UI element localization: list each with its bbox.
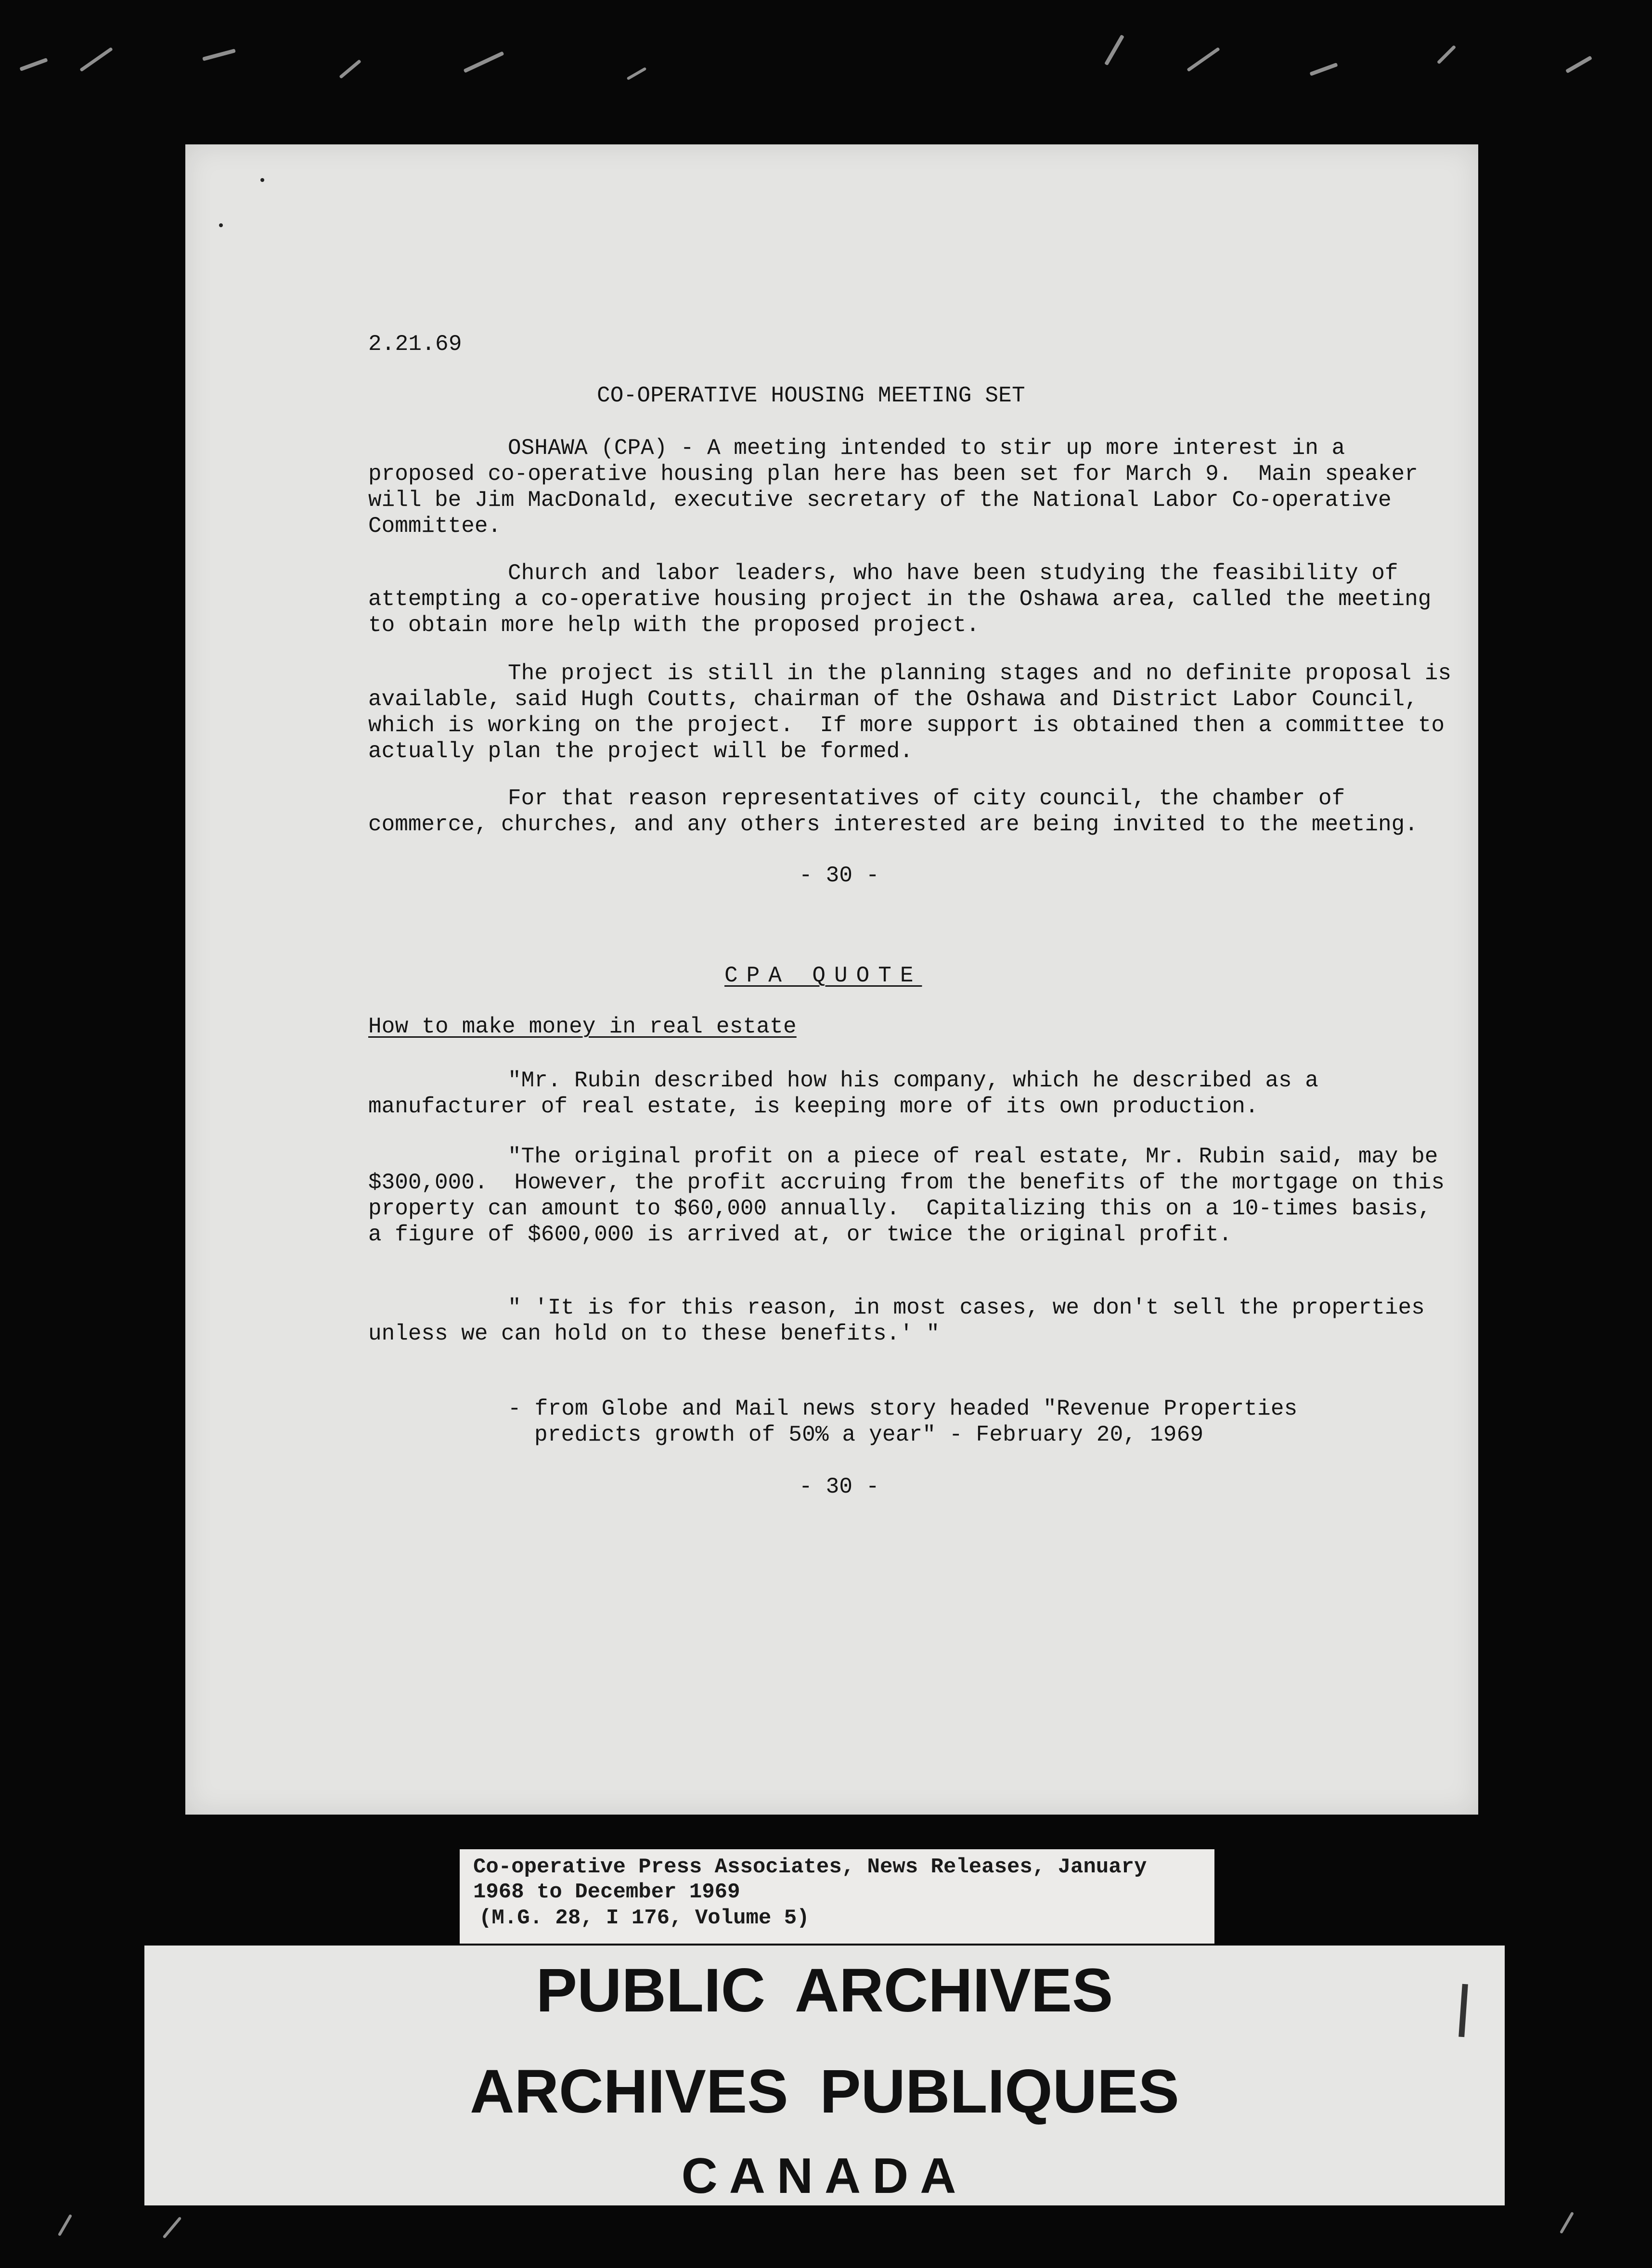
public-archives-banner (144, 1946, 1505, 2205)
story1-paragraph-4: For that reason representatives of city council, the chamber of commerce, churches, and any others interested are being invited to the meeting. (368, 786, 1418, 837)
story2-subtitle: How to make money in real estate (368, 1014, 797, 1039)
film-scratch (1187, 47, 1220, 72)
paper-speck (260, 178, 264, 182)
paper-speck (219, 223, 223, 227)
film-scratch (1560, 2212, 1574, 2234)
film-scratch (79, 47, 113, 72)
document-page (185, 144, 1478, 1815)
story2-source-line-2: predicts growth of 50% a year" - February 20, 1969 (534, 1422, 1204, 1447)
story2-paragraph-3: " 'It is for this reason, in most cases, we don't sell the properties unless we can hold on to these benefits.' " (368, 1295, 1438, 1346)
film-scratch (1437, 45, 1456, 64)
film-scratch (1104, 35, 1124, 66)
banner-line-country: CANADA (681, 2148, 968, 2204)
story2-source-line-1: - from Globe and Mail news story headed "Revenue Properties (508, 1396, 1298, 1421)
slip-line-2: 1968 to December 1969 (473, 1880, 740, 1904)
film-scratch (1565, 56, 1592, 74)
film-scratch (202, 49, 236, 61)
film-scratch (163, 2216, 182, 2239)
banner-line-english: PUBLIC ARCHIVES (536, 1956, 1113, 2025)
story1-paragraph-1: OSHAWA (CPA) - A meeting intended to stir up more interest in a proposed co-operative housing plan here has been set for March 9. Main speaker will be Jim MacDonald, executive secretary of the National Labor Co-operative Committee. (368, 436, 1432, 539)
archive-reference-slip (460, 1849, 1214, 1944)
story1-paragraph-3: The project is still in the planning stages and no definite proposal is available, said Hugh Coutts, chairman of the Oshawa and District Labor Council, which is working on the project. If more support is obtained then a committee to actually plan the project will be formed. (368, 661, 1465, 764)
slip-line-3: (M.G. 28, I 176, Volume 5) (479, 1906, 810, 1930)
story2-paragraph-1: "Mr. Rubin described how his company, which he described as a manufacturer of real estate, is keeping more of its own production. (368, 1068, 1332, 1119)
film-scratch (627, 67, 647, 80)
story2-end-mark: - 30 - (799, 1474, 879, 1499)
banner-line-french: ARCHIVES PUBLIQUES (470, 2057, 1179, 2126)
film-scratch (58, 2214, 72, 2236)
film-scratch (19, 58, 48, 71)
film-scratch (464, 51, 504, 73)
film-scratch (1309, 63, 1338, 76)
story1-end-mark: - 30 - (799, 863, 879, 888)
film-scratch (339, 59, 361, 79)
story2-section-title: CPA QUOTE (724, 963, 922, 988)
story1-headline: CO-OPERATIVE HOUSING MEETING SET (597, 383, 1025, 408)
story1-paragraph-2: Church and labor leaders, who have been studying the feasibility of attempting a co-operative housing project in the Oshawa area, called the meeting to obtain more help with the proposed project. (368, 561, 1445, 638)
story2-paragraph-2: "The original profit on a piece of real estate, Mr. Rubin said, may be $300,000. However, the profit accruing from the benefits of the mortgage on this property can amount to $60,000 annually. Capitalizing this on a 10-times basis, a figure of $600,000 is arrived at, or twice the original profit. (368, 1144, 1458, 1247)
document-date: 2.21.69 (368, 332, 462, 357)
slip-line-1: Co-operative Press Associates, News Releases, January (473, 1855, 1147, 1879)
